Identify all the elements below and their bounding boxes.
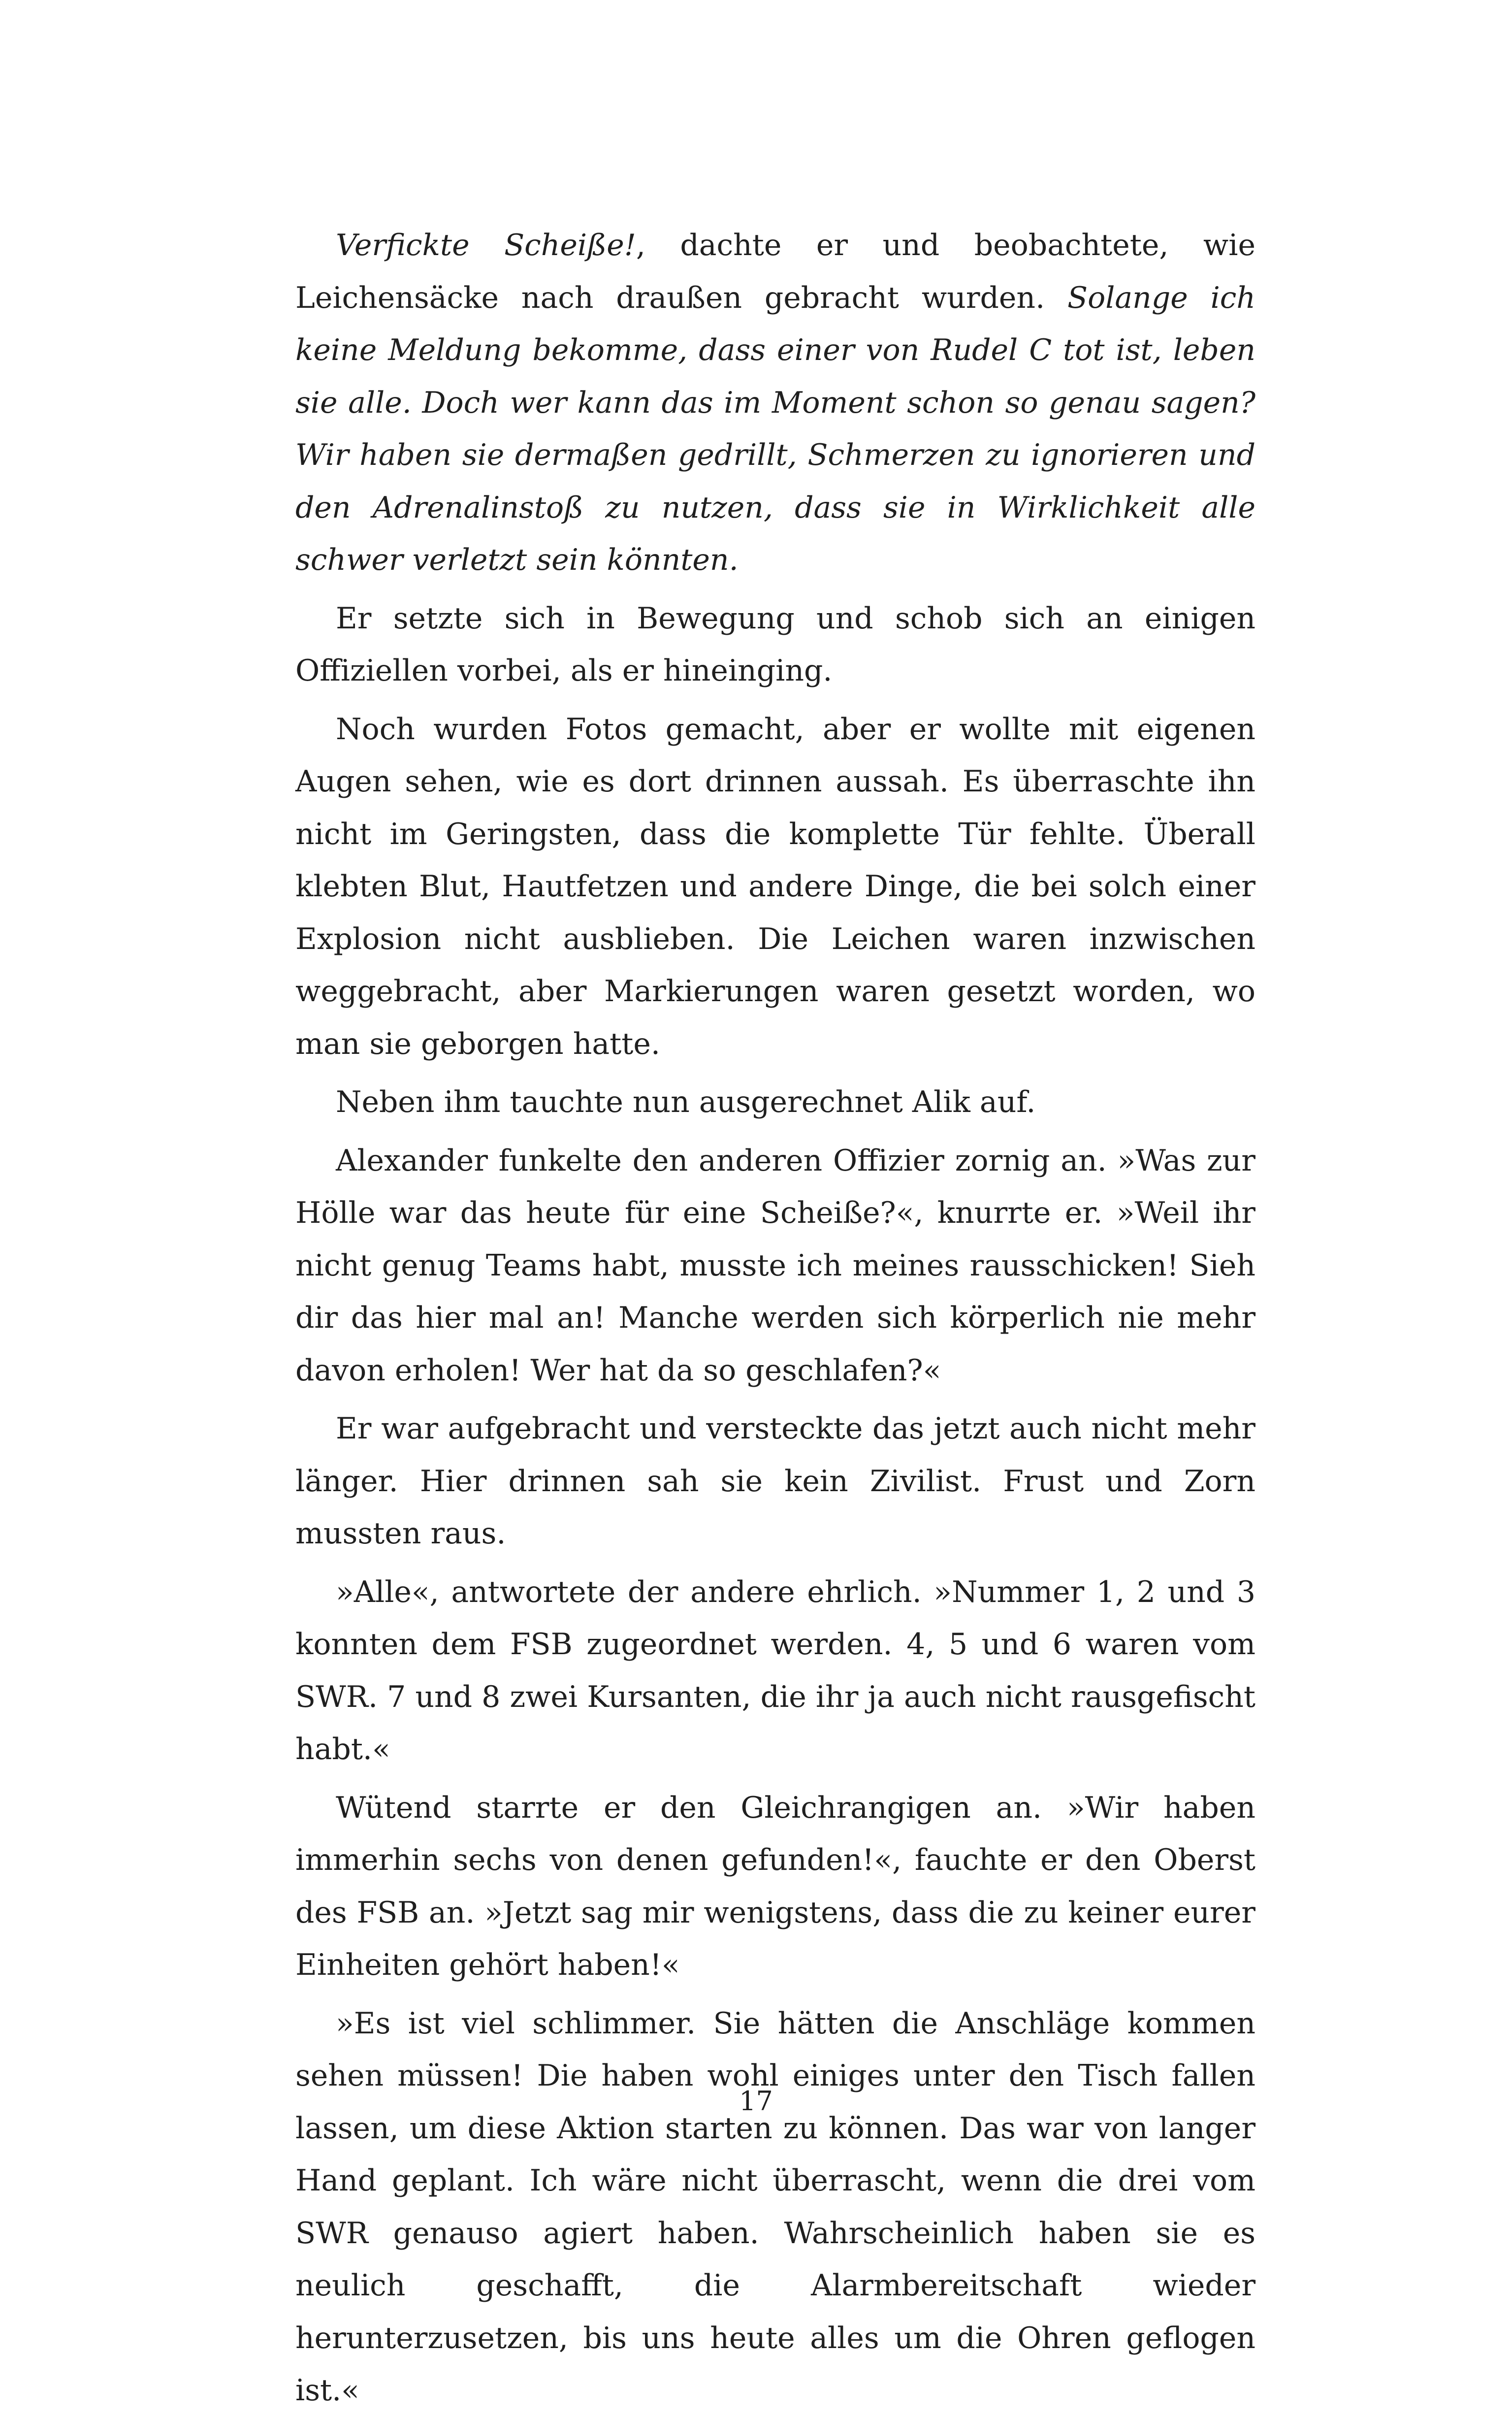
text-segment: , dachte er und beobachtete, wie Leichensäcke nach draußen gebracht wurden. [295,228,1255,315]
text-segment: Verfickte Scheiße! [336,228,636,262]
paragraph-2 [295,592,1255,697]
paragraph-1 [295,219,1255,587]
paragraph-5 [295,1135,1255,1397]
text-segment: Alexander funkelte den anderen Offizier zornig an. »Was zur Hölle war das heute für eine Scheiße?«, knurrte er. »Weil ihr nicht genug Teams habt, musste ich meines rausschicken! Sieh dir das hier mal an! Manche werden sich körperlich nie mehr davon erholen! Wer hat da so geschlafen?« [295,1143,1255,1388]
text-segment: »Es ist viel schlimmer. Sie hätten die Anschläge kommen sehen müssen! Die haben wohl einiges unter den Tisch fallen lassen, um diese Aktion starten zu können. Das war von langer Hand geplant. Ich wäre nicht überrascht, wenn die drei vom SWR genauso agiert haben. Wahrscheinlich haben sie es neulich geschafft, die Alarmbereitschaft wieder herunterzusetzen, bis uns heute alles um die Ohren geflogen ist.« [295,2006,1255,2408]
text-segment: Neben ihm tauchte nun ausgerechnet Alik auf. [336,1085,1036,1119]
paragraph-9 [295,1997,1255,2417]
text-segment: Er setzte sich in Bewegung und schob sich an einigen Offiziellen vorbei, als er hineinging. [295,601,1255,688]
page-number: 17 [739,2086,773,2117]
text-segment: Solange ich keine Meldung bekomme, dass einer von Rudel C tot ist, leben sie alle. Doch wer kann das im Moment schon so genau sagen? Wir haben sie dermaßen gedrillt, Schmerzen zu ignorieren und den Adrenalinstoß zu nutzen, dass sie in Wirklichkeit alle schwer verletzt sein könnten. [295,280,1255,577]
paragraph-6 [295,1403,1255,1560]
text-segment: Noch wurden Fotos gemacht, aber er wollte mit eigenen Augen sehen, wie es dort drinnen aussah. Es überraschte ihn nicht im Geringsten, dass die komplette Tür fehlte. Überall klebten Blut, Hautfetzen und andere Dinge, die bei solch einer Explosion nicht ausblieben. Die Leichen waren inzwischen weggebracht, aber Markierungen waren gesetzt worden, wo man sie geborgen hatte. [295,712,1255,1061]
paragraph-3 [295,703,1255,1071]
text-segment: Er war aufgebracht und versteckte das jetzt auch nicht mehr länger. Hier drinnen sah sie kein Zivilist. Frust und Zorn mussten raus. [295,1411,1255,1551]
paragraph-7 [295,1566,1255,1776]
paragraph-4 [295,1076,1255,1129]
paragraph-8 [295,1782,1255,1992]
text-segment: Wütend starrte er den Gleichrangigen an. »Wir haben immerhin sechs von denen gefunden!«, fauchte er den Oberst des FSB an. »Jetzt sag mir wenigstens, dass die zu keiner eurer Einheiten gehört haben!« [295,1790,1255,1982]
text-segment: »Alle«, antwortete der andere ehrlich. »Nummer 1, 2 und 3 konnten dem FSB zugeordnet werden. 4, 5 und 6 waren vom SWR. 7 und 8 zwei Kursanten, die ihr ja auch nicht rausgefischt habt.« [295,1574,1255,1766]
